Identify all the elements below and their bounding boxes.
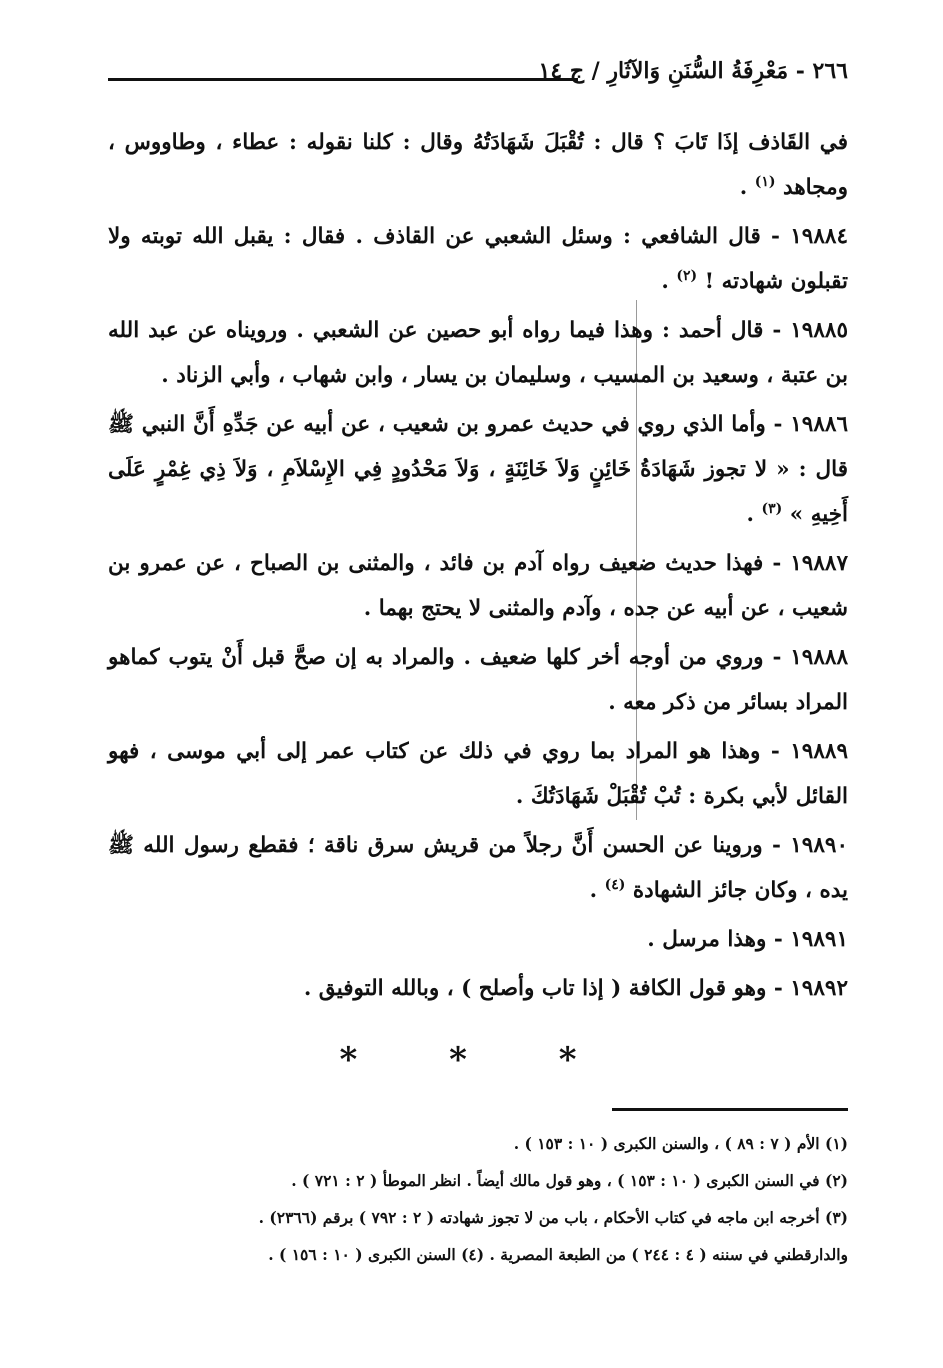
paragraph-number: ١٩٨٨٩ xyxy=(790,739,848,764)
paragraph xyxy=(108,541,848,631)
paragraph-text: - وهذا هو المراد بما روي في ذلك عن كتاب عمر إلى أبي موسى ، فهو القائل لأبي بكرة : تُبْ تُقْبَلْ شَهَادَتُكَ . xyxy=(108,739,848,809)
paragraph xyxy=(108,308,848,398)
paragraph-text: - قال الشافعي : وسئل الشعبي عن القاذف . فقال : يقبل الله توبته ولا تقبلون شهادته ! xyxy=(108,224,848,294)
paragraph xyxy=(108,635,848,725)
paragraph xyxy=(108,917,848,962)
paragraph-number: ١٩٨٨٧ xyxy=(790,551,848,576)
paragraph xyxy=(108,402,848,537)
paragraph-number: ١٩٨٩٠ xyxy=(790,833,848,858)
paragraph-text: - وروي من أوجه أخر كلها ضعيف . والمراد به إن صحَّ قبل أَنْ يتوب كماهو المراد بسائر من ذكر معه . xyxy=(108,645,848,715)
page-header xyxy=(108,58,848,98)
paragraph-end: . xyxy=(739,175,755,200)
paragraph-text: - وهذا مرسل . xyxy=(647,927,791,952)
main-text xyxy=(108,120,848,1015)
footnote-reference: (٢) xyxy=(676,267,698,284)
paragraph xyxy=(108,120,848,210)
paragraph-text: - فهذا حديث ضعيف رواه آدم بن فائد ، والمثنى بن الصباح ، عن عمرو بن شعيب ، عن أبيه عن جده ، وآدم والمثنى لا يحتج بهما . xyxy=(108,551,848,621)
footnote-reference: (١) xyxy=(754,173,776,190)
paragraph-end: . xyxy=(661,269,677,294)
footnote: (١) الأم ( ٧ : ٨٩ ) ، والسنن الكبرى ( ١٠ : ١٥٣ ) . xyxy=(513,1134,848,1153)
footnote: (٢) في السنن الكبرى ( ١٠ : ١٥٣ ) ، وهو قول مالك أيضاً . انظر الموطأ ( ٢ : ٧٢١ ) . xyxy=(291,1171,848,1190)
paragraph-text: في القَاذف إذَا تَابَ ؟ قال : تُقْبَلَ شَهَادَتُهُ وقال : كلنا نقوله : عطاء ، وطاووس ، ومجاهد xyxy=(108,130,848,200)
paragraph xyxy=(108,729,848,819)
footnote: والدارقطني في سننه ( ٤ : ٢٤٤ ) من الطبعة المصرية . (٤) السنن الكبرى ( ١٠ : ١٥٦ ) . xyxy=(268,1245,848,1264)
paragraph-text: - وروينا عن الحسن أَنَّ رجلاً من قريش سرق ناقة ؛ فقطع رسول الله ﷺ يده ، وكان جائز الشهادة xyxy=(108,833,848,903)
paragraph-text: - وهو قول الكافة ( إذا تاب وأصلح ) ، وبالله التوفيق . xyxy=(303,976,791,1001)
footnote-rule xyxy=(612,1108,848,1111)
paragraph-number: ١٩٨٨٦ xyxy=(790,412,848,437)
footnote-reference: (٤) xyxy=(604,876,626,893)
paragraph-text: - قال أحمد : وهذا فيما رواه أبو حصين عن الشعبي . ورويناه عن عبد الله بن عتبة ، وسعيد بن المسيب ، وسليمان بن يسار ، وابن شهاب ، وأبي الزناد . xyxy=(108,318,848,388)
paragraph-end: . xyxy=(589,878,605,903)
paragraph-text: - وأما الذي روي في حديث عمرو بن شعيب ، عن أبيه عن جَدِّهِ أَنَّ النبي ﷺ قال : « لا تجوز شَهَادَةُ خَائِنٍ وَلاَ خَائِنَةٍ ، وَلاَ مَحْدُودٍ فِي الإِسْلاَمِ ، وَلاَ ذِي غِمْرٍ عَلَى أَخِيهِ » xyxy=(108,412,848,527)
paragraph-number: ١٩٨٨٨ xyxy=(790,645,848,670)
paragraph-number: ١٩٨٩٢ xyxy=(790,976,848,1001)
running-header: ٢٦٦ - مَعْرِفَةُ السُّنَنِ وَالآثَارِ / ج ١٤ xyxy=(538,58,848,84)
paragraph-number: ١٩٨٨٥ xyxy=(790,318,848,343)
footnote: (٣) أخرجه ابن ماجه في كتاب الأحكام ، باب من لا تجوز شهادته ( ٢ : ٧٩٢ ) برقم (٢٣٦٦) . xyxy=(258,1208,848,1227)
paragraph xyxy=(108,966,848,1011)
paragraph-number: ١٩٨٨٤ xyxy=(790,224,848,249)
paragraph xyxy=(108,823,848,913)
footnote-reference: (٣) xyxy=(761,500,783,517)
section-divider-stars: * * * xyxy=(339,1040,617,1080)
header-rule xyxy=(108,78,578,81)
paragraph-number: ١٩٨٩١ xyxy=(790,927,848,952)
paragraph xyxy=(108,214,848,304)
paragraph-end: . xyxy=(746,502,762,527)
footnotes xyxy=(108,1125,848,1273)
